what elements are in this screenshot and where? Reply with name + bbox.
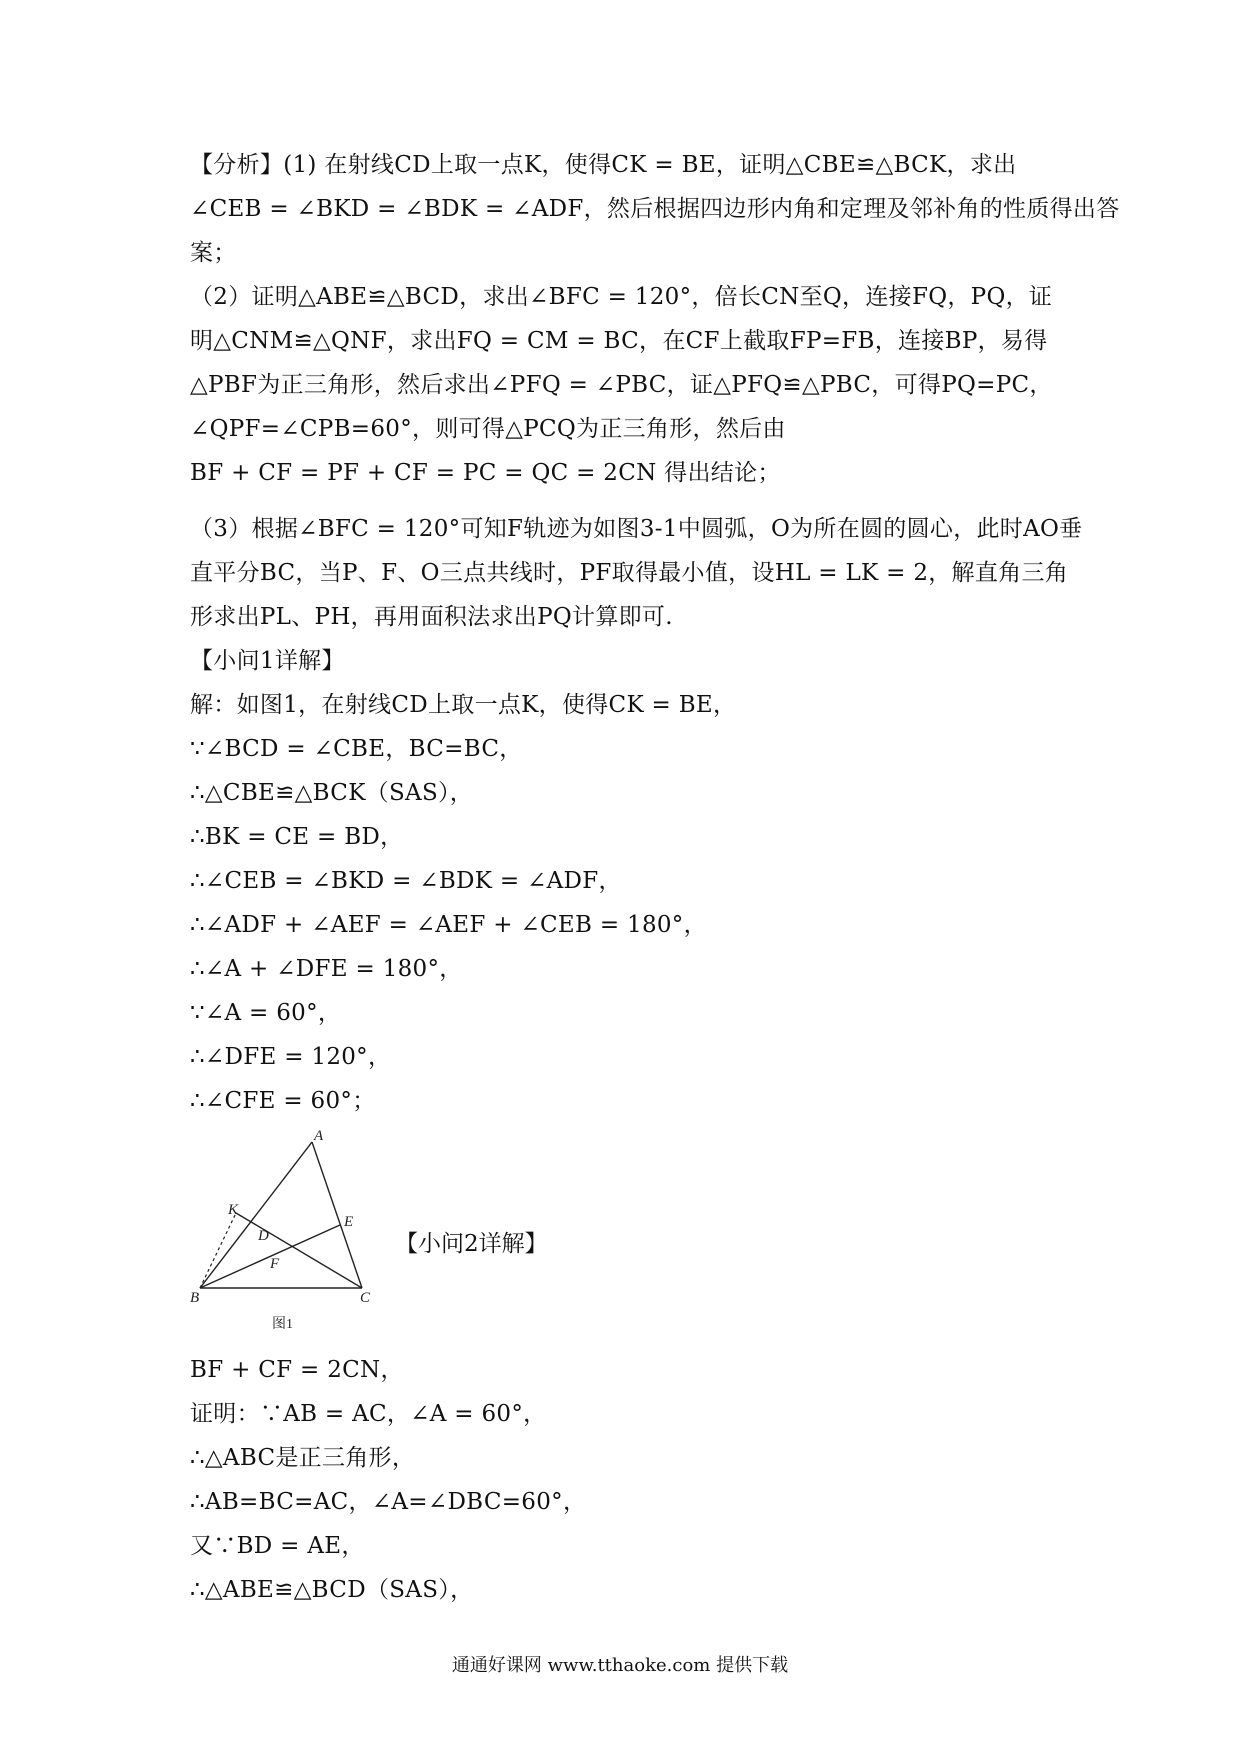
section-heading: 【小问2详解】 [395,1231,548,1257]
text-line: 直平分BC，当P、F、O三点共线时，PF取得最小值，设HL = LK = 2，解直角三角 [190,560,1069,586]
text-line: ∴∠A + ∠DFE = 180°， [190,956,463,982]
segment-BK-dashed [200,1213,236,1288]
text-line: 又∵BD = AE， [190,1533,365,1559]
text-line: ∵∠BCD = ∠CBE，BC=BC， [190,736,523,762]
text-line: ∴∠CEB = ∠BKD = ∠BDK = ∠ADF， [190,868,622,894]
text-line: ∠QPF=∠CPB=60°，则可得△PCQ为正三角形，然后由 [190,416,786,442]
segment-AB [200,1142,312,1288]
text-line: ∴∠DFE = 120°， [190,1044,392,1070]
label-D: D [258,1228,269,1244]
text-line: 案； [190,240,237,266]
text-line: ∴∠ADF + ∠AEF = ∠AEF + ∠CEB = 180°， [190,912,707,938]
text-line: ∴△ABC是正三角形， [190,1445,416,1471]
text-line: 【分析】(1) 在射线CD上取一点K，使得CK = BE，证明△CBE≌△BCK，求出 [190,152,1017,178]
figure-1 [190,1128,390,1334]
label-B: B [190,1290,200,1306]
page-footer: 通通好课网 www.tthaoke.com 提供下载 [451,1655,789,1676]
text-line: BF + CF = 2CN， [190,1357,404,1383]
figure-caption: 图1 [272,1317,293,1332]
text-line: ∴AB=BC=AC，∠A=∠DBC=60°， [190,1489,587,1515]
label-A: A [314,1128,324,1144]
segment-AC [312,1142,362,1288]
text-line: ∵∠A = 60°， [190,1000,342,1026]
section-heading: 【小问1详解】 [190,648,345,674]
text-line: （2）证明△ABE≌△BCD，求出∠BFC = 120°，倍长CN至Q，连接FQ，PQ，证 [190,284,1053,310]
text-line: 明△CNM≌△QNF，求出FQ = CM = BC，在CF上截取FP=FB，连接BP，易得 [190,328,1048,354]
text-line: 证明：∵AB = AC，∠A = 60°， [190,1401,547,1427]
label-K: K [228,1202,239,1218]
text-line: ∴∠CFE = 60°； [190,1088,376,1114]
text-line: 解：如图1，在射线CD上取一点K，使得CK = BE， [190,692,737,718]
text-line: ∴△CBE≌△BCK（SAS）， [190,780,474,806]
label-C: C [360,1290,371,1306]
text-line: △PBF为正三角形，然后求出∠PFQ = ∠PBC，证△PFQ≌△PBC，可得PQ=PC， [190,372,1053,398]
text-line: BF + CF = PF + CF = PC = QC = 2CN 得出结论； [190,460,781,486]
label-F: F [270,1256,280,1272]
label-E: E [344,1214,354,1230]
text-line: ∴BK = CE = BD， [190,824,404,850]
text-line: ∠CEB = ∠BKD = ∠BDK = ∠ADF，然后根据四边形内角和定理及邻补角的性质得出答 [190,196,1120,222]
text-line: ∴△ABE≌△BCD（SAS）， [190,1577,474,1603]
text-line: 形求出PL、PH，再用面积法求出PQ计算即可. [190,604,673,630]
text-line: （3）根据∠BFC = 120°可知F轨迹为如图3-1中圆弧，O为所在圆的圆心，此时AO垂 [190,516,1083,542]
